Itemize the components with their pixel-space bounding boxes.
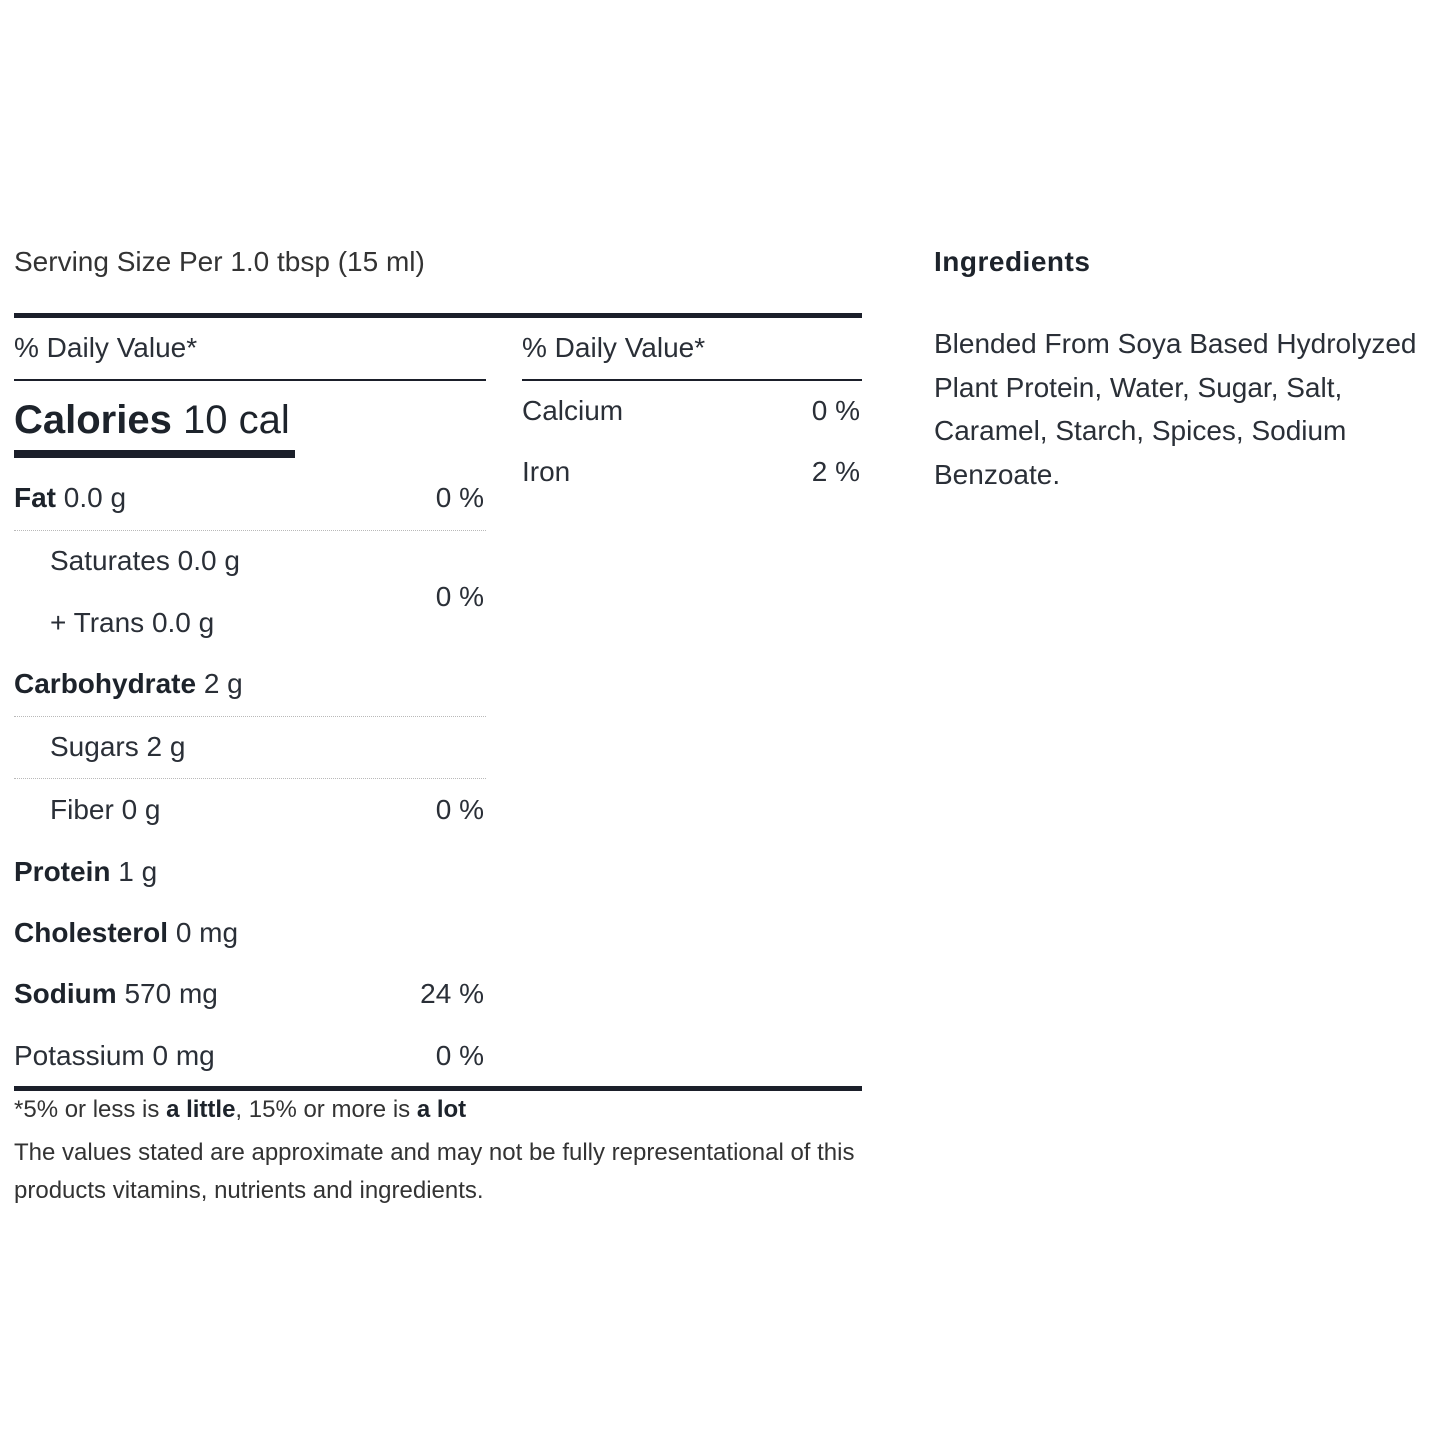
calories-label: Calories — [14, 398, 172, 442]
fat-label: Fat — [14, 482, 56, 513]
bottom-rule — [14, 1086, 862, 1091]
header-rule-left — [14, 379, 486, 381]
top-rule — [14, 313, 862, 318]
sugars-row: Sugars 2 g — [50, 731, 186, 762]
divider — [14, 716, 486, 717]
sodium-pct: 24 % — [420, 978, 484, 1009]
cholesterol-row — [14, 917, 238, 949]
footnote-prefix: *5% or less is — [14, 1096, 160, 1123]
fiber-pct: 0 % — [435, 794, 484, 825]
potassium-pct: 0 % — [435, 1040, 484, 1071]
iron-row: Iron — [522, 456, 571, 487]
footnote-lot: a lot — [416, 1096, 467, 1123]
fat-pct: 0 % — [435, 482, 484, 513]
footnote-little: a little — [166, 1096, 236, 1123]
sodium-amount: 570 mg — [124, 978, 218, 1009]
cholesterol-label: Cholesterol — [14, 917, 169, 948]
footnote-disclaimer: The values stated are approximate and may not be fully representational of this products vitamins, nutrients and ingredients. — [14, 1139, 855, 1204]
fat-row — [14, 482, 126, 514]
cholesterol-amount: 0 mg — [175, 917, 239, 948]
calcium-pct: 0 % — [811, 395, 860, 426]
footnote-scale — [14, 1096, 466, 1124]
ingredients-title: Ingredients — [934, 246, 1091, 277]
calcium-row: Calcium — [522, 395, 624, 426]
daily-value-header-left: % Daily Value* — [14, 332, 198, 363]
saturates-row: Saturates 0.0 g — [50, 545, 240, 576]
protein-amount: 1 g — [118, 856, 158, 887]
calories-value: 10 cal — [182, 398, 290, 442]
iron-pct: 2 % — [811, 456, 860, 487]
potassium-row: Potassium 0 mg — [14, 1040, 215, 1071]
footnote-middle: , 15% or more is — [235, 1096, 411, 1123]
trans-row: + Trans 0.0 g — [50, 607, 215, 638]
carbohydrate-label: Carbohydrate — [14, 668, 197, 699]
header-rule-right — [522, 379, 862, 381]
fat-amount: 0.0 g — [63, 482, 127, 513]
fiber-row: Fiber 0 g — [50, 794, 161, 825]
carbohydrate-amount: 2 g — [203, 668, 243, 699]
daily-value-header-right: % Daily Value* — [522, 332, 706, 363]
serving-size: Serving Size Per 1.0 tbsp (15 ml) — [14, 246, 425, 277]
sodium-row — [14, 978, 218, 1010]
calories — [14, 398, 290, 443]
calories-underline — [14, 450, 295, 458]
saturates-trans-pct: 0 % — [435, 581, 484, 612]
protein-row — [14, 856, 157, 888]
protein-label: Protein — [14, 856, 111, 887]
ingredients-text: Blended From Soya Based Hydrolyzed Plant Protein, Water, Sugar, Salt, Caramel, Starch, Spices, Sodium Benzoate. — [934, 328, 1417, 490]
carbohydrate-row — [14, 668, 243, 700]
divider — [14, 530, 486, 531]
sodium-label: Sodium — [14, 978, 117, 1009]
divider — [14, 778, 486, 779]
